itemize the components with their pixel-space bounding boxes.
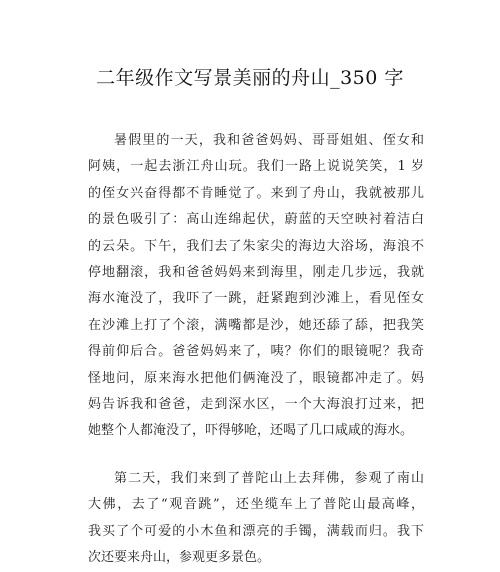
paragraph-line: 阿姨，一起去浙江舟山玩。我们一路上说说笑笑，1 岁: [88, 159, 424, 175]
paragraph-line: 的云朵。下午，我们去了朱家尖的海边大浴场，海浪不: [88, 238, 424, 254]
paragraph-line: 怪地问，原来海水把他们俩淹没了，眼镜都冲走了。妈: [88, 370, 424, 386]
paragraph-line: 暑假里的一天，我和爸爸妈妈、哥哥姐姐、侄女和: [114, 133, 424, 148]
document-title: 二年级作文写景美丽的舟山_350 字: [96, 67, 404, 89]
paragraph-line: 次还要来舟山，参观更多景色。: [88, 550, 271, 566]
paragraph-line: 妈告诉我和爸爸，走到深水区，一个大海浪打过来，把: [88, 397, 424, 413]
paragraph-line: 大佛，去了“观音跳”，还坐缆车上了普陀山最高峰，: [88, 497, 424, 513]
paragraph-1: [88, 128, 424, 445]
paragraph-2: [88, 466, 424, 572]
paragraph-line: 停地翻滚，我和爸爸妈妈来到海里，刚走几步远，我就: [88, 265, 424, 281]
paragraph-line: 我买了个可爱的小木鱼和漂亮的手镯，满载而归。我下: [88, 523, 424, 539]
paragraph-line: 第二天，我们来到了普陀山上去拜佛，参观了南山: [114, 471, 424, 486]
paragraph-line: 得前仰后合。爸爸妈妈来了，咦？你们的眼镜呢？我奇: [88, 344, 424, 360]
paragraph-line: 在沙滩上打了个滚，满嘴都是沙，她还舔了舔，把我笑: [88, 317, 424, 333]
paragraph-line: 的景色吸引了：高山连绵起伏，蔚蓝的天空映衬着洁白: [88, 212, 424, 228]
paragraph-line: 海水淹没了，我吓了一跳，赶紧跑到沙滩上，看见侄女: [88, 291, 424, 307]
paragraph-line: 她整个人都淹没了，吓得够呛，还喝了几口咸咸的海水。: [88, 423, 414, 439]
paragraph-line: 的侄女兴奋得都不肯睡觉了。来到了舟山，我就被那儿: [88, 185, 424, 201]
